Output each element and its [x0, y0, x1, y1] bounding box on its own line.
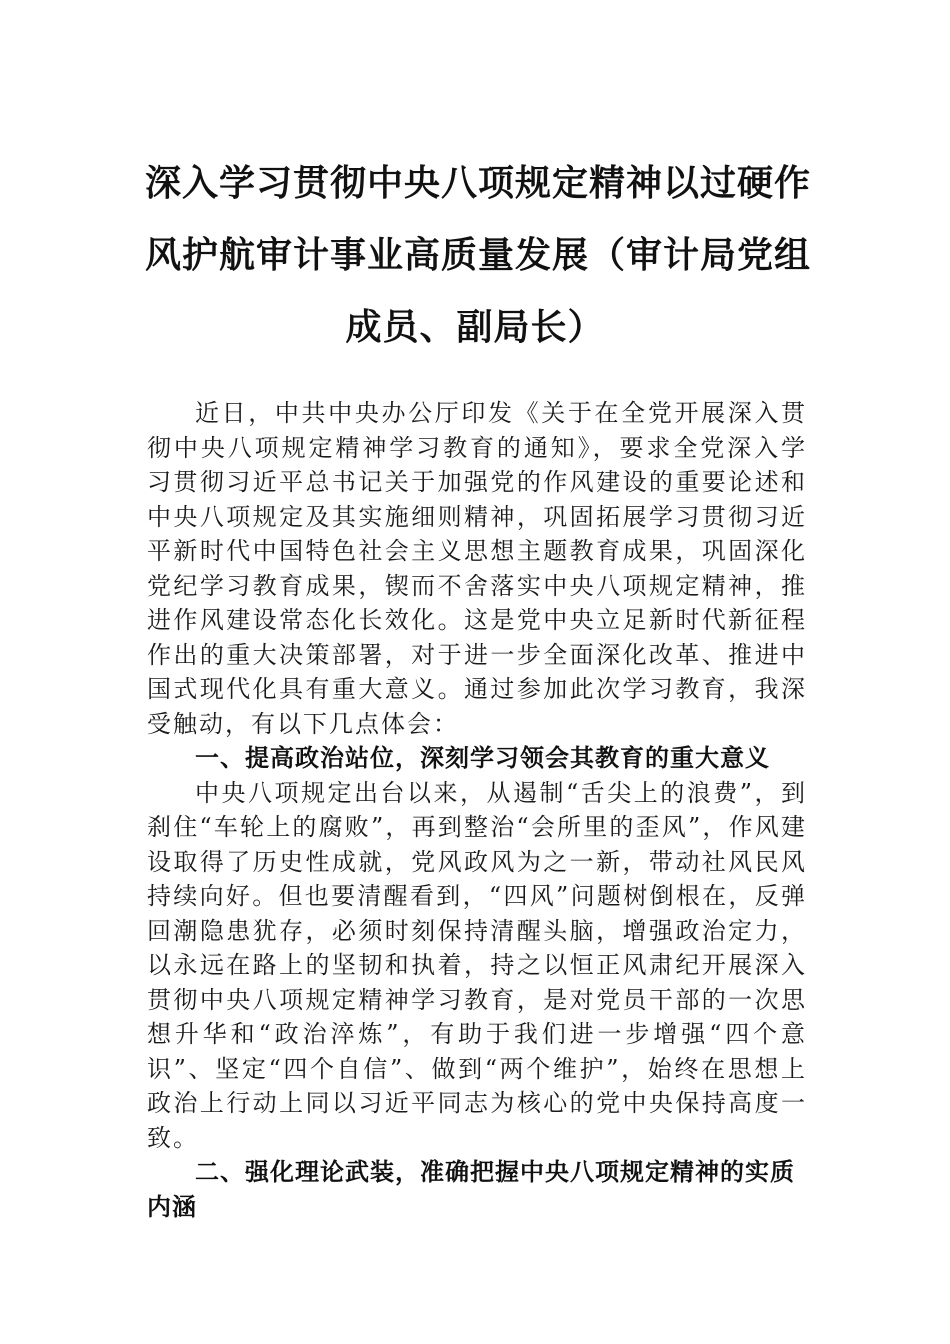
title-line: 成员、副局长） [345, 307, 605, 348]
document-body [147, 396, 807, 1224]
section-heading-2: 二、强化理论武装，准确把握中央八项规定精神的实质内涵 [147, 1158, 795, 1221]
title-line: 深入学习贯彻中央八项规定精神以过硬作 [145, 163, 812, 204]
section-1-paragraph: 中央八项规定出台以来，从遏制“舌尖上的浪费”，到刹住“车轮上的腐败”，再到整治“会所里的歪风”，作风建设取得了历史性成就，党风政风为之一新，带动社风民风持续向好。但也要清醒看到，“四风”问题树倒根在，反弹回潮隐患犹存，必须时刻保持清醒头脑，增强政治定力，以永远在路上的坚韧和执着，持之以恒正风肃纪开展深入贯彻中央八项规定精神学习教育，是对党员干部的一次思想升华和“政治淬炼”，有助于我们进一步增强“四个意识”、坚定“四个自信”、做到“两个维护”，始终在思想上政治上行动上同以习近平同志为核心的党中央保持高度一致。 [147, 778, 807, 1152]
intro-paragraph: 近日，中共中央办公厅印发《关于在全党开展深入贯彻中央八项规定精神学习教育的通知》，要求全党深入学习贯彻习近平总书记关于加强党的作风建设的重要论述和中央八项规定及其实施细则精神，巩固拓展学习贯彻习近平新时代中国特色社会主义思想主题教育成果，巩固深化党纪学习教育成果，锲而不舍落实中央八项规定精神，推进作风建设常态化长效化。这是党中央立足新时代新征程作出的重大决策部署，对于进一步全面深化改革、推进中国式现代化具有重大意义。通过参加此次学习教育，我深受触动，有以下几点体会： [147, 399, 807, 738]
title-line: 风护航审计事业高质量发展（审计局党组 [145, 235, 812, 276]
section-heading-1: 一、提高政治站位，深刻学习领会其教育的重大意义 [195, 744, 770, 772]
page-title [145, 148, 812, 364]
